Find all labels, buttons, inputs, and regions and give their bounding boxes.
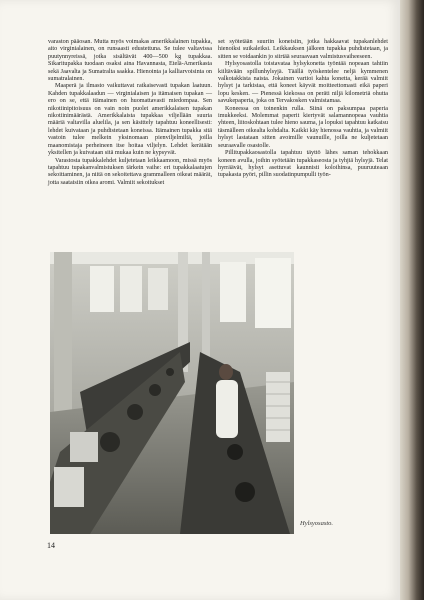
paragraph: varaston pääosan. Mutta myös voimakas amerikkalainen tupakka, aito virginialainen, on runsaasti edustettuna. Se tulee valtavissa puutynnyreissä, jotka sisältävät 400—500 kg tupakkaa. Sikaritupakka tuodaan osaksi aina Havannasta, Etelä-Amerikasta sekä Jaavalta ja Sumatralta saakka. Hienointa ja kalliarvoisinta on sumatralainen. (48, 39, 212, 83)
text-column-right (218, 39, 388, 180)
factory-photo (50, 252, 294, 534)
paragraph: Koneessa on toinenkin rulla. Siinä on paksumpaa paperia imukkeeksi. Molemmat paperit kiertyvät salamannopeaa vauhtia yhteen, liitoskohtaan tulee hieno sauma, ja lopuksi tapahtuu katkaisu täsmälleen oikealta kohdalta. Kaikki käy hienossa vauhtia, ja valmiit hylsyt lastataan sitten avoimille vaunuille, joilla ne kuljetetaan seuraavalle osastolle. (218, 105, 388, 149)
photo-caption: Hylsyosasto. (300, 520, 334, 527)
paragraph: Varastosta tupakkalehdet kuljetetaan leikkaamoon, missä myös tapahtuu tupakanvalmistuksen tärkein vaihe: eri tupakkalaatujen sekoittaminen, ja niitä on sekoitettava grammalleen oikeat määrät, jotta saataisiin oikea aromi. Valmiit sekoitukset (48, 157, 212, 186)
text-column-left (48, 39, 212, 187)
paragraph: Maaperä ja ilmasto vaikuttavat ratkaisevasti tupakan laatuun. Kahden tupakkalaadun — virginialaisen ja itämaisen tupakan — ero on se, että itämainen on huomattavasti miedompaa. Sen nikotiinipitoisuus on vain noin puolet amerikkalaisen tupakan nikotiinimäärästä. Amerikkalaista tupakkaa viljellään suuria määriä valtavilla aluelila, ja sen käsittely tapahtuu koneellisesti: lehdet kuivataan ja puhdistetaan koneissa. Itämainen tupakka sitä vastoin tulee melkein yksinomaan pienviljelmiltä, joilla maanomistaja perheineen itse hoitaa viljelyn. Lehdet kerätään yksitellen ja kuivataan sitä mukaa kuin ne kypsyvät. (48, 83, 212, 157)
paragraph: Pillitupakkaosastolla tapahtuu täyttö lähes saman tehokkaan koneen avulla, joihin syötetään tupakkaseosta ja tyhjiä hylsyjä. Telat hyrräävät, hylsyt asettuvat kaunnisti koloihinsa, puuruuteaan tupakasta pyöri, pillin suodatinpumpulli työn- (218, 150, 388, 179)
paragraph: set syötetään suuriin koneisiin, jotka hakkaavat tupakanlehdet hienoiksi suikaleiksi. Leikkauksen jälkeen tupakka puhdistetaan, ja sitten se voidaankin jo siirtää seuraavaan valmistusvaiheeseen. (218, 39, 388, 60)
book-spine (400, 0, 424, 600)
page-number: 14 (47, 541, 55, 550)
paragraph: Hylsyosastolla toistavataa hylsykonetta työntää nopeaan tahtiin kiiltävään spillunhylsyjä. Täällä työskentelee neljä kymmenen valkotakkista naista. Jokainen vartioi kahta konetta, kerää valmiit hylsyt ja tarkistaa, että koneet käyvät moitteettomasti eikä paperi lopu kesken. — Pienessä kiekossa on peräti niljä kilometriä ohutta savukepaperia, joka on Tervakosken valmistamaa. (218, 61, 388, 105)
